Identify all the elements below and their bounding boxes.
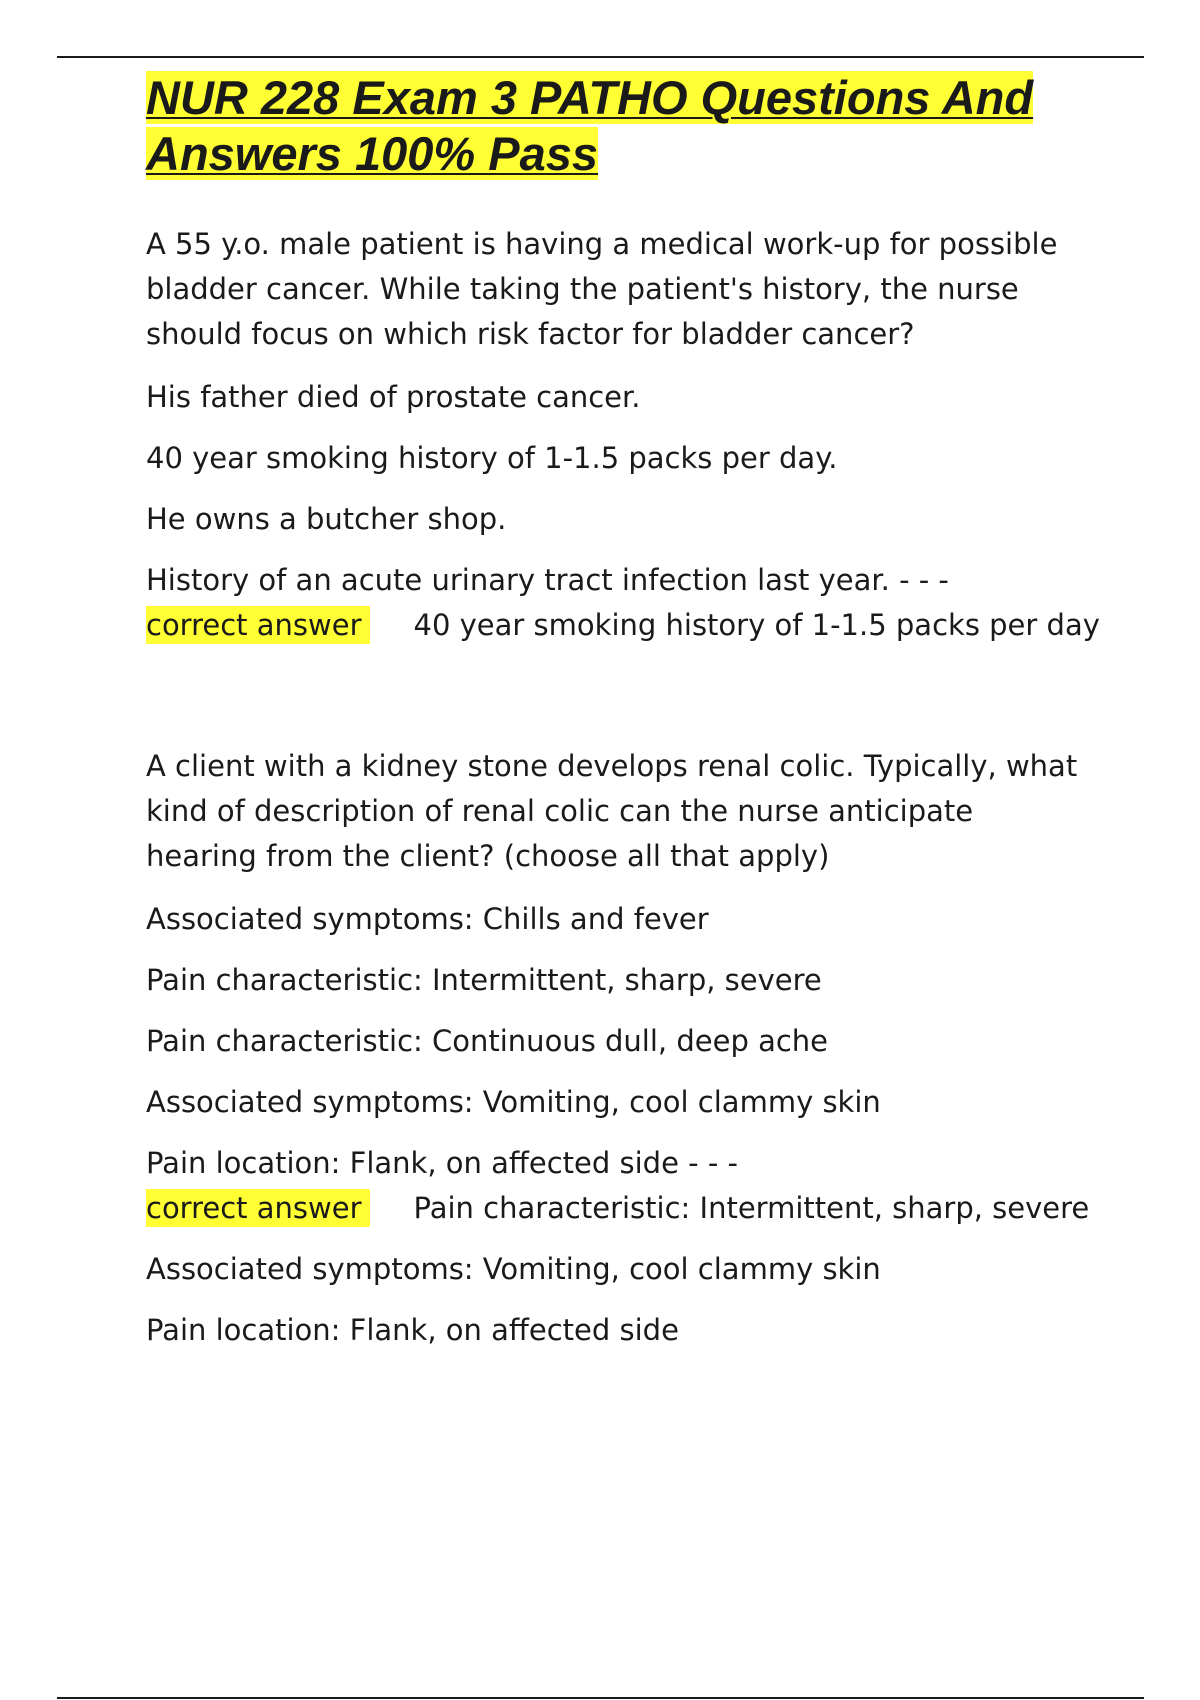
- correct-answer-continued: Pain location: Flank, on affected side: [146, 1313, 679, 1347]
- top-rule: [57, 56, 1144, 58]
- question-stem: A 55 y.o. male patient is having a medical work-up for possible bladder cancer. While taking the patient's history, the nurse should focus on which risk factor for bladder cancer?: [146, 227, 1058, 351]
- document-page: [146, 70, 1100, 1369]
- correct-answer-row: [146, 1186, 1090, 1231]
- answer-option-last: History of an acute urinary tract infection last year. - - -: [146, 563, 949, 597]
- document-title: [146, 70, 1086, 182]
- question-1: [146, 222, 1100, 648]
- answer-option: Associated symptoms: Vomiting, cool clammy skin: [146, 1085, 881, 1119]
- answer-option: Associated symptoms: Chills and fever: [146, 902, 709, 936]
- correct-answer-label: correct answer: [146, 606, 370, 644]
- answer-option: He owns a butcher shop.: [146, 502, 507, 536]
- correct-answer-row: [146, 603, 1100, 648]
- answer-option: Pain characteristic: Continuous dull, deep ache: [146, 1024, 829, 1058]
- correct-answer-label: correct answer: [146, 1189, 370, 1227]
- correct-answer-text: 40 year smoking history of 1-1.5 packs per day: [413, 608, 1100, 642]
- answer-option: Pain characteristic: Intermittent, sharp, severe: [146, 963, 822, 997]
- bottom-rule: [57, 1697, 1144, 1699]
- question-2: [146, 744, 1090, 1353]
- answer-option-last: Pain location: Flank, on affected side - - -: [146, 1146, 738, 1180]
- correct-answer-continued: Associated symptoms: Vomiting, cool clammy skin: [146, 1252, 881, 1286]
- answer-option: His father died of prostate cancer.: [146, 380, 641, 414]
- question-stem: A client with a kidney stone develops renal colic. Typically, what kind of description of renal colic can the nurse anticipate hearing from the client? (choose all that apply): [146, 749, 1078, 873]
- answer-option: 40 year smoking history of 1-1.5 packs per day.: [146, 441, 838, 475]
- correct-answer-text: Pain characteristic: Intermittent, sharp, severe: [413, 1191, 1090, 1225]
- title-highlight: NUR 228 Exam 3 PATHO Questions And Answers 100% Pass: [146, 71, 1034, 180]
